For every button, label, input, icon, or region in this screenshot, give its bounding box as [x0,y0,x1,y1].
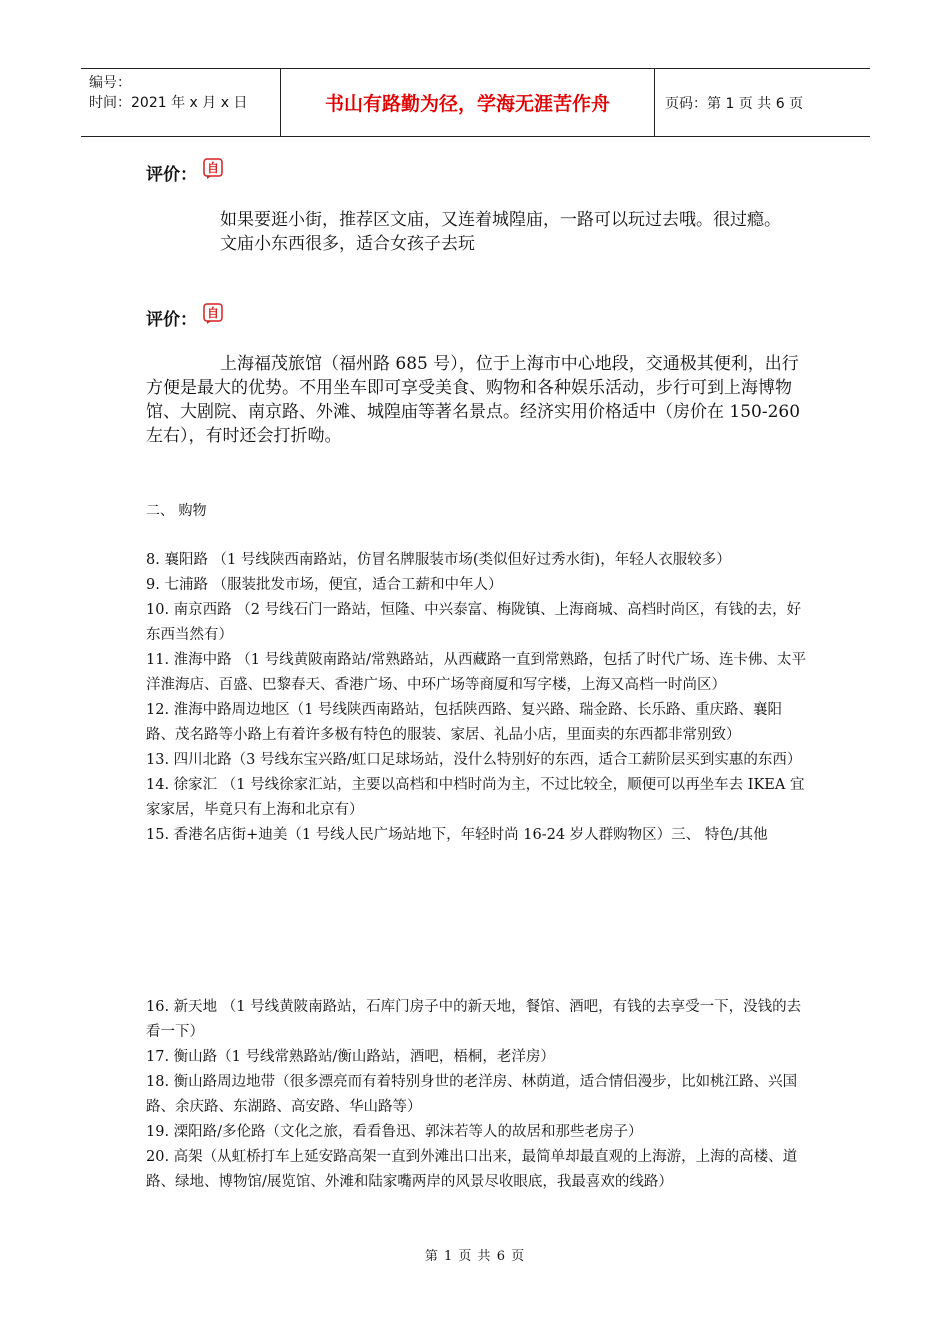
red-comment-badge-icon [203,303,223,324]
list-item: 19. 溧阳路/多伦路（文化之旅，看看鲁迅、郭沫若等人的故居和那些老房子） [146,1124,643,1140]
review-paragraph: 上海福茂旅馆（福州路 685 号），位于上海市中心地段，交通极其便利，出行方便是最大的优势。不用坐车即可享受美食、购物和各种娱乐活动，步行可到上海博物馆、大剧院、南京路、外滩、城隍庙等著名景点。经济实用价格适中（房价在 150-260 左右），有时还会打折呦。 [146,354,801,446]
list-item: 10. 南京西路 （2 号线石门一路站，恒隆、中兴泰富、梅陇镇、上海商城、高档时尚区，有钱的去，好东西当然有） [146,602,802,643]
list-item: 20. 高架（从虹桥打车上延安路高架一直到外滩出口出来，最简单却最直观的上海游，上海的高楼、道路、绿地、博物馆/展览馆、外滩和陆家嘴两岸的风景尽收眼底，我最喜欢的线路） [146,1149,798,1190]
list-item: 13. 四川北路（3 号线东宝兴路/虹口足球场站，没什么特别好的东西，适合工薪阶层买到实惠的东西） [146,752,802,768]
review-paragraph: 如果要逛小街，推荐区文庙，又连着城隍庙，一路可以玩过去哦。很过瘾。 [220,210,781,230]
list-item: 12. 淮海中路周边地区（1 号线陕西南路站，包括陕西路、复兴路、瑞金路、长乐路、重庆路、襄阳路、茂名路等小路上有着许多极有特色的服装、家居、礼品小店，里面卖的东西都非常别致） [146,702,782,743]
list-item: 16. 新天地 （1 号线黄陂南路站，石库门房子中的新天地，餐馆、酒吧，有钱的去享受一下，没钱的去看一下） [146,999,802,1040]
list-item: 9. 七浦路 （服装批发市场，便宜，适合工薪和中年人） [146,577,503,593]
section-heading-shopping: 二、 购物 [146,503,207,519]
page-footer: 第 1 页 共 6 页 [424,1249,526,1264]
review-heading-1 [146,160,223,185]
review-body-2 [146,352,806,448]
review-heading-2 [146,305,223,330]
svg-text:自: 自 [206,161,220,175]
list-item: 8. 襄阳路 （1 号线陕西南路站，仿冒名牌服装市场(类似但好过秀水街)，年轻人衣服较多） [146,552,731,568]
shopping-list [146,548,810,848]
review-body-1 [146,208,806,256]
review-heading-label: 评价： [146,310,197,330]
page-header [81,68,870,137]
document-date-label: 时间：2021 年 x 月 x 日 [89,95,248,111]
header-motto: 书山有路勤为径，学海无涯苦作舟 [281,69,655,136]
header-meta [81,69,281,136]
header-page-info: 页码：第 1 页 共 6 页 [665,95,804,112]
review-paragraph: 文庙小东西很多，适合女孩子去玩 [220,234,475,254]
red-comment-badge-icon [203,158,223,179]
svg-text:自: 自 [206,306,220,320]
list-item: 18. 衡山路周边地带（很多漂亮而有着特别身世的老洋房、林荫道，适合情侣漫步，比如桃江路、兴国路、余庆路、东湖路、高安路、华山路等） [146,1074,798,1115]
list-item: 17. 衡山路（1 号线常熟路站/衡山路站，酒吧，梧桐，老洋房） [146,1049,555,1065]
special-list [146,995,810,1195]
list-item: 11. 淮海中路 （1 号线黄陂南路站/常熟路站，从西藏路一直到常熟路，包括了时代广场、连卡佛、太平洋淮海店、百盛、巴黎春天、香港广场、中环广场等商厦和写字楼，上海又高档一时尚区） [146,652,806,693]
list-item: 14. 徐家汇 （1 号线徐家汇站，主要以高档和中档时尚为主，不过比较全，顺便可以再坐车去 IKEA 宜家家居，毕竟只有上海和北京有） [146,777,805,818]
review-heading-label: 评价： [146,165,197,185]
document-number-label: 编号： [89,75,131,91]
list-item: 15. 香港名店街+迪美（1 号线人民广场站地下，年轻时尚 16-24 岁人群购物区）三、 特色/其他 [146,827,768,843]
